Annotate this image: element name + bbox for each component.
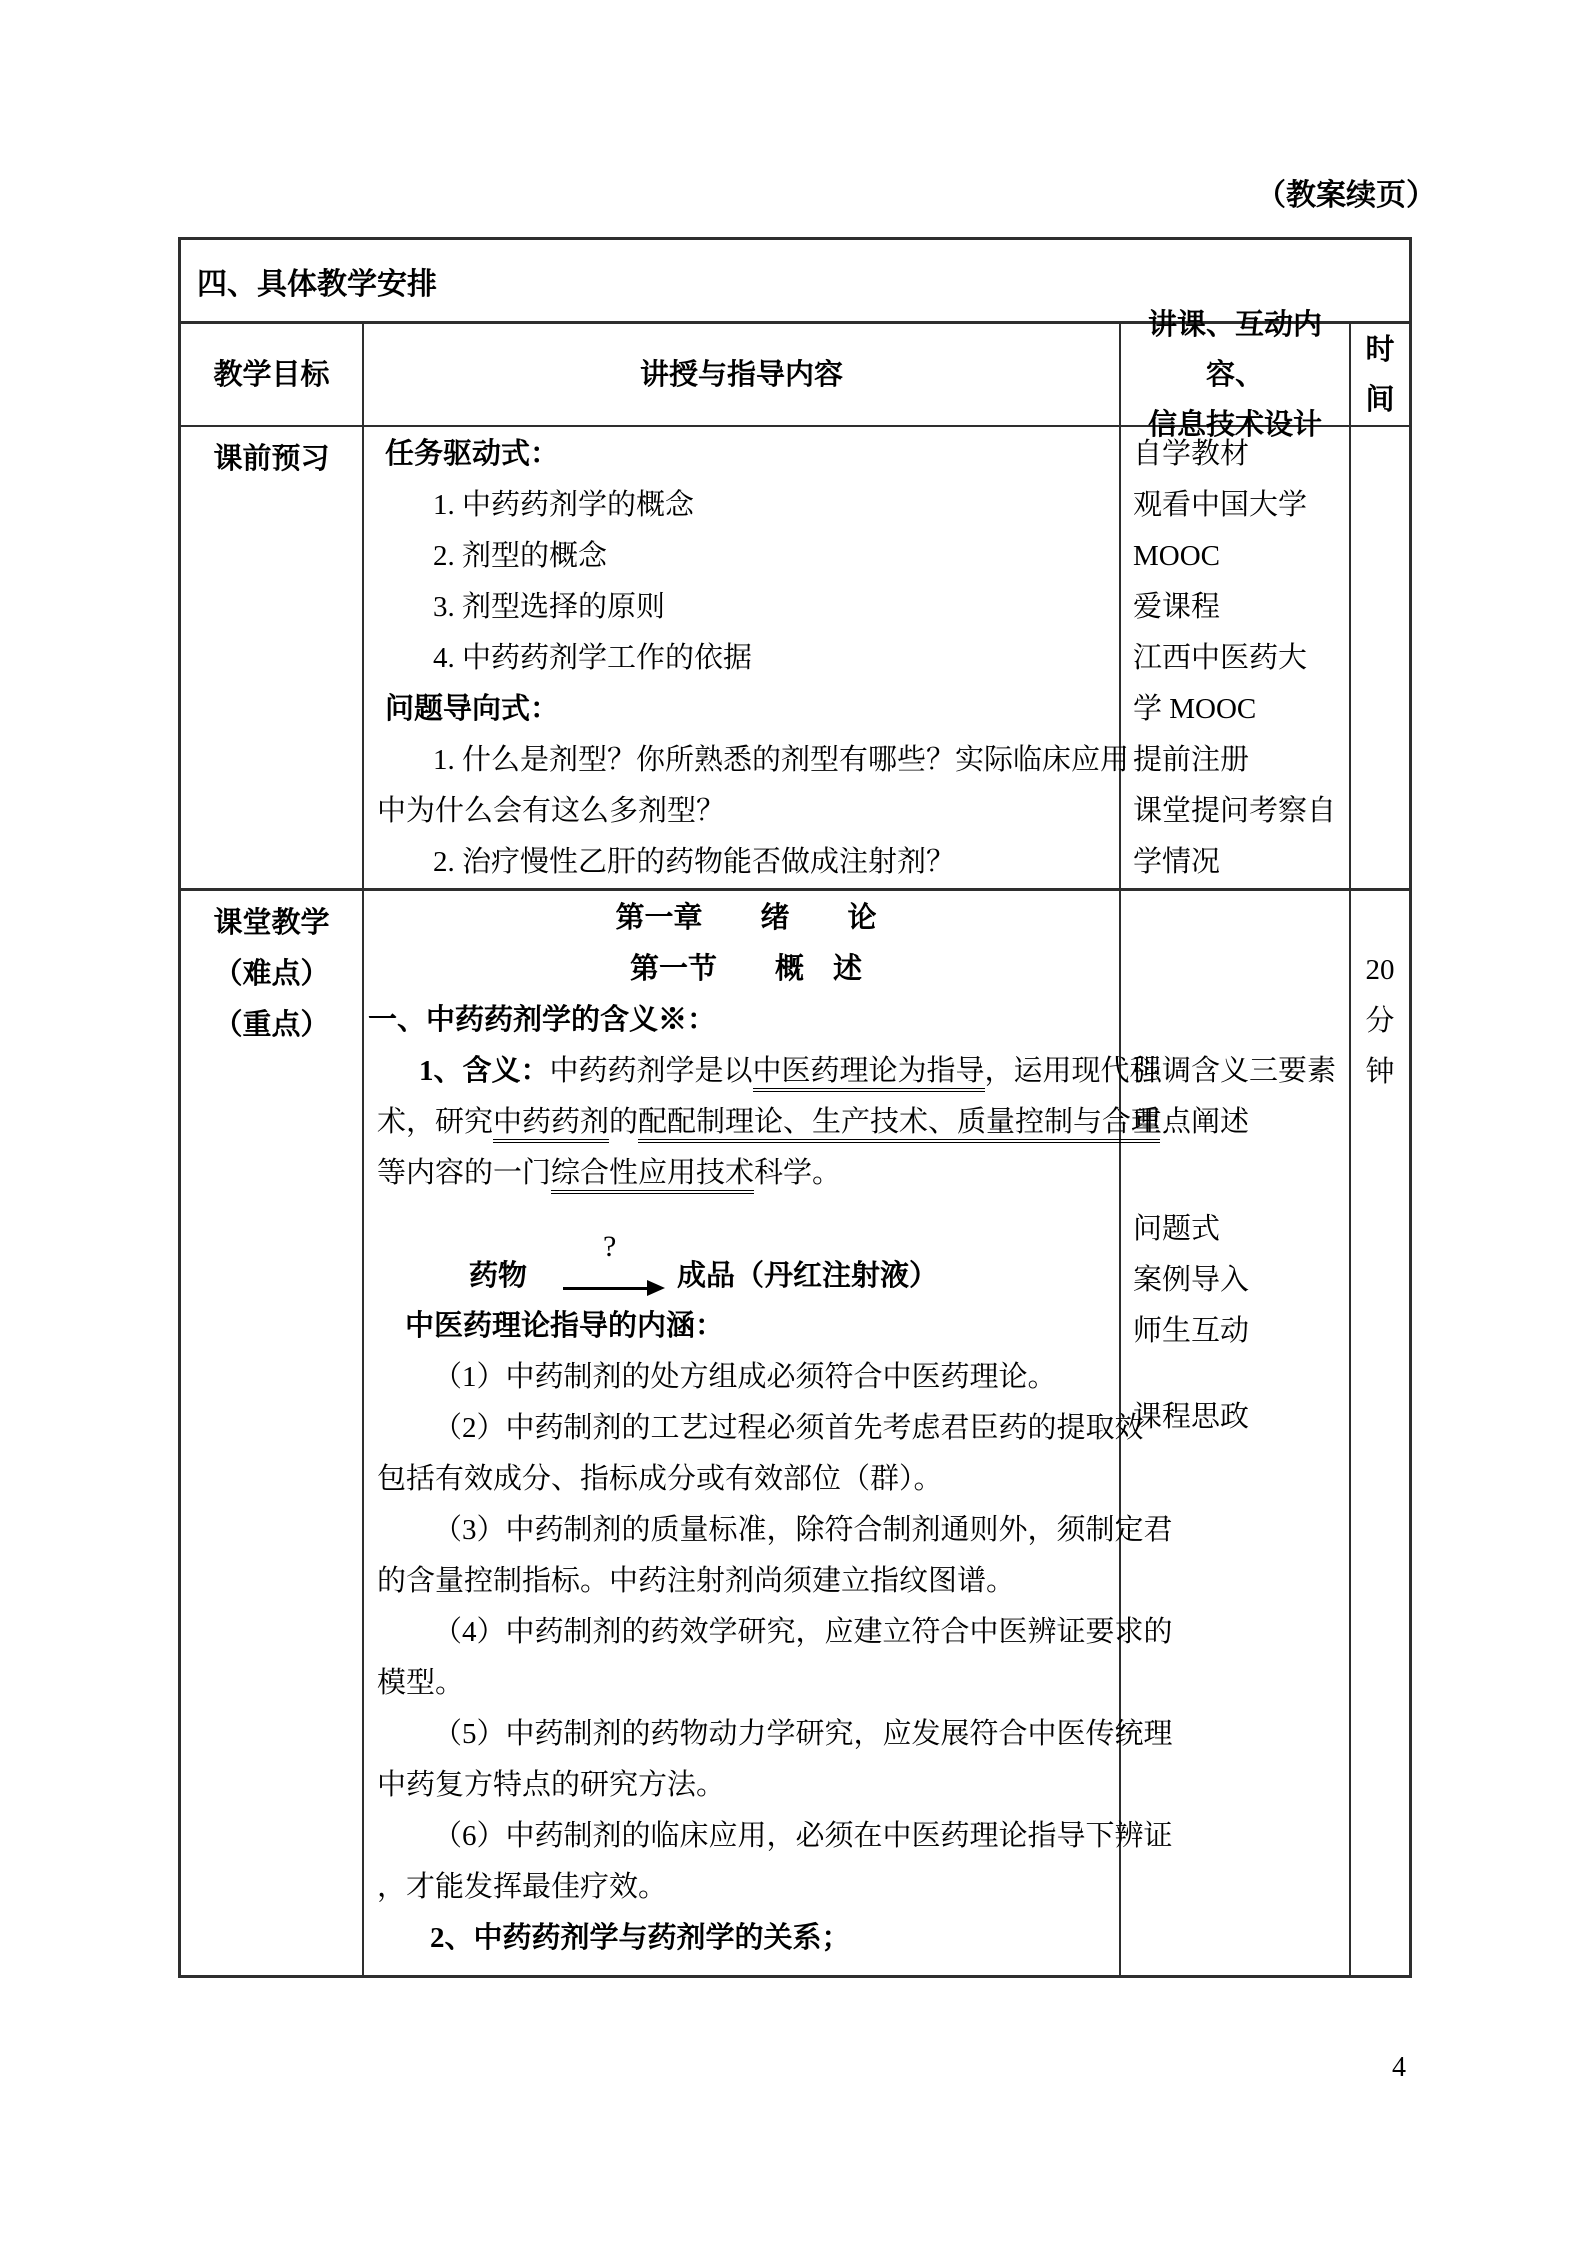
- text-line: 3. 剂型选择的原则: [433, 591, 666, 623]
- text-run: 的: [609, 1106, 639, 1138]
- underlined-term: 配配制理论、生产技术、质量控制与合理: [638, 1106, 1160, 1143]
- class-methods-cell: [1121, 891, 1351, 1975]
- prep-objective-cell: [181, 427, 364, 888]
- text-run: 术，研究: [377, 1106, 494, 1138]
- definition-line: [377, 1148, 1115, 1199]
- text-line: ，才能发挥最佳疗效。: [377, 1871, 668, 1903]
- header-time-line1: 时: [1365, 333, 1395, 366]
- right-arrow-icon: [563, 1230, 661, 1290]
- text-line: 自学教材: [1133, 438, 1250, 470]
- method-ideology: 课程思政: [1133, 1401, 1250, 1433]
- method-elaborate: 重点阐述: [1133, 1106, 1250, 1138]
- header-cell-objective: 教学目标: [181, 324, 364, 425]
- class-objective-lines: [181, 898, 362, 1051]
- text-line: （重点）: [213, 1009, 330, 1041]
- text-line: 中药复方特点的研究方法。: [377, 1769, 726, 1801]
- definition-paragraph: [377, 1046, 1161, 1199]
- text-line: （3）中药制剂的质量标准，除符合制剂通则外，须制定君: [433, 1514, 1173, 1546]
- text-line: 课堂提问考察自: [1133, 795, 1337, 827]
- text-line: 爱课程: [1133, 591, 1221, 623]
- meaning-heading: 一、中药药剂学的含义※：: [368, 1004, 717, 1036]
- class-row: [181, 891, 1409, 1975]
- prep-content-cell: [364, 427, 1130, 888]
- text-line: （2）中药制剂的工艺过程必须首先考虑君臣药的提取效: [433, 1412, 1144, 1444]
- diagram-source-label: 药物: [469, 1260, 528, 1292]
- text-line: 江西中医药大: [1133, 642, 1308, 674]
- text-line: 20: [1365, 954, 1395, 986]
- text-line: 钟: [1365, 1056, 1395, 1088]
- question-heading: 问题导向式：: [385, 693, 560, 725]
- teaching-schedule-table: [178, 237, 1412, 1978]
- header-time-line2: 间: [1365, 383, 1395, 416]
- table-header-row: [181, 308, 1409, 441]
- underlined-term: 中药药剂: [493, 1106, 609, 1143]
- text-line: （5）中药制剂的药物动力学研究，应发展符合中医传统理: [433, 1718, 1173, 1750]
- section-title: 第一节 概 述: [629, 953, 862, 985]
- method-emphasize: 强调含义三要素: [1133, 1055, 1337, 1087]
- question2: 2. 治疗慢性乙肝的药物能否做成注射剂？: [433, 846, 956, 878]
- time-lines: [1351, 945, 1409, 1098]
- prep-time-cell: [1351, 427, 1409, 888]
- definition-line: [377, 1046, 1159, 1097]
- text-line: 学 MOOC: [1133, 693, 1257, 725]
- task-item-list: [377, 480, 1115, 684]
- prep-methods-list: [1133, 429, 1349, 888]
- underlined-term: 综合性应用技术: [551, 1157, 754, 1194]
- text-line: 观看中国大学: [1133, 489, 1308, 521]
- prep-objective: 课前预习: [213, 443, 330, 475]
- question1-line2: 中为什么会有这么多剂型？: [377, 795, 726, 827]
- question1-line1: 1. 什么是剂型？你所熟悉的剂型有哪些？实际临床应用: [433, 744, 1130, 776]
- text-run: 1、含义：: [419, 1055, 550, 1087]
- header-cell-time: [1351, 324, 1409, 425]
- method-interaction: 师生互动: [1133, 1315, 1250, 1347]
- text-line: 1. 中药药剂学的概念: [433, 489, 695, 521]
- class-objective-cell: [181, 891, 364, 1975]
- method-case-intro: 案例导入: [1133, 1264, 1250, 1296]
- text-line: MOOC: [1133, 540, 1221, 572]
- task-heading: 任务驱动式：: [385, 438, 560, 470]
- text-line: （难点）: [213, 958, 330, 990]
- header-methods-line1: 讲课、互动内容、: [1147, 308, 1322, 391]
- prep-methods-cell: [1121, 427, 1351, 888]
- text-line: 4. 中药药剂学工作的依据: [433, 642, 753, 674]
- header-methods-line2: 信息技术设计: [1147, 408, 1322, 441]
- process-diagram: [377, 1199, 1115, 1301]
- table-title: 四、具体教学安排: [197, 267, 437, 301]
- underlined-term: 中医药理论为指导: [753, 1055, 985, 1092]
- text-line: 包括有效成分、指标成分或有效部位（群）。: [377, 1463, 943, 1495]
- class-time-cell: [1351, 891, 1409, 1975]
- relation-heading: 2、中药药剂学与药剂学的关系；: [430, 1922, 851, 1954]
- continuation-note: （教案续页）: [1256, 179, 1436, 212]
- class-content-cell: [364, 891, 1173, 1975]
- method-question-style: 问题式: [1133, 1213, 1221, 1245]
- text-run: 中药药剂学是以: [549, 1055, 753, 1087]
- text-line: 提前注册: [1133, 744, 1250, 776]
- text-run: 科学。: [754, 1157, 842, 1189]
- diagram-target-label: 成品（丹红注射液）: [677, 1260, 939, 1292]
- text-line: 分: [1365, 1005, 1395, 1037]
- header-cell-content: 讲授与指导内容: [364, 324, 1121, 425]
- definition-line: [377, 1097, 1161, 1148]
- connotation-list: [377, 1352, 1173, 1913]
- prep-row: [181, 427, 1409, 891]
- chapter-title: 第一章 绪 论: [615, 902, 877, 934]
- question-mark: ?: [603, 1230, 617, 1263]
- text-run: 等内容的一门: [377, 1157, 552, 1189]
- header-cell-methods: [1121, 308, 1351, 441]
- text-line: （4）中药制剂的药效学研究，应建立符合中医辨证要求的: [433, 1616, 1173, 1648]
- connotation-heading: 中医药理论指导的内涵：: [405, 1310, 725, 1342]
- text-line: 模型。: [377, 1667, 465, 1699]
- text-line: 课堂教学: [213, 907, 330, 939]
- text-line: 2. 剂型的概念: [433, 540, 608, 572]
- text-run: ，运用现代科: [984, 1055, 1159, 1087]
- page-number: 4: [1392, 2052, 1406, 2083]
- text-line: 的含量控制指标。中药注射剂尚须建立指纹图谱。: [377, 1565, 1016, 1597]
- text-line: （6）中药制剂的临床应用，必须在中医药理论指导下辨证: [433, 1820, 1173, 1852]
- text-line: （1）中药制剂的处方组成必须符合中医药理论。: [433, 1361, 1057, 1393]
- text-line: 学情况: [1133, 846, 1221, 878]
